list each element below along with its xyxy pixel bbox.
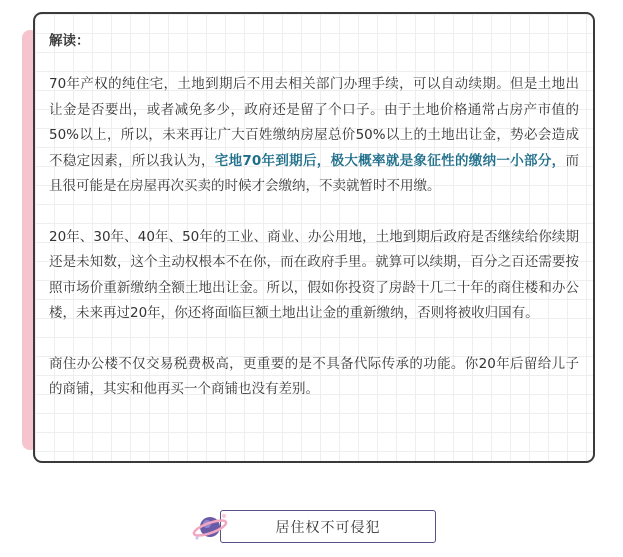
article-heading: 解读：: [49, 33, 90, 49]
article-paragraph-1: [49, 72, 579, 200]
article-paragraph-3: 商住办公楼不仅交易税费极高，更重要的是不具备代际传承的功能。你20年后留给儿子的商铺，其实和他再买一个商铺也没有差别。: [49, 355, 579, 397]
planet-icon: [192, 509, 230, 545]
article-paragraph-2: 20年、30年、40年、50年的工业、商业、办公用地，土地到期后政府是否继续给你续期还是未知数，这个主动权根本不在你，而在政府手里。就算可以续期，百分之百还需要按照市场价重新缴纳全额土地出让金。所以，假如你投资了房龄十几二十年的商住楼和办公楼，未来再过20年，你还将面临巨额土地出让金的重新缴纳，否则将被收归国有。: [49, 228, 579, 321]
footer-tag-button[interactable]: [220, 510, 436, 543]
footer-tag-label: 居住权不可侵犯: [275, 519, 381, 536]
paragraph-1-highlight: 宅地70年到期后，极大概率就是象征性的缴纳一小部分，: [214, 152, 566, 169]
paragraph-1-text-end: 而且很可能是在房屋再次买卖的时候才会缴纳，不卖就暂时不用缴。: [49, 152, 579, 194]
footer-tag-group[interactable]: [190, 507, 440, 547]
paragraph-1-text: 70年产权的纯住宅，土地到期后不用去相关部门办理手续，可以自动续期。但是土地出让金是否要出，或者减免多少，政府还是留了个口子。由于土地价格通常占房产市值的50%以上，所以，未来再让广大百姓缴纳房屋总价50%以上的土地出让金，势必会造成不稳定因素，所以我认为，: [49, 76, 579, 169]
article-card: [33, 12, 595, 463]
